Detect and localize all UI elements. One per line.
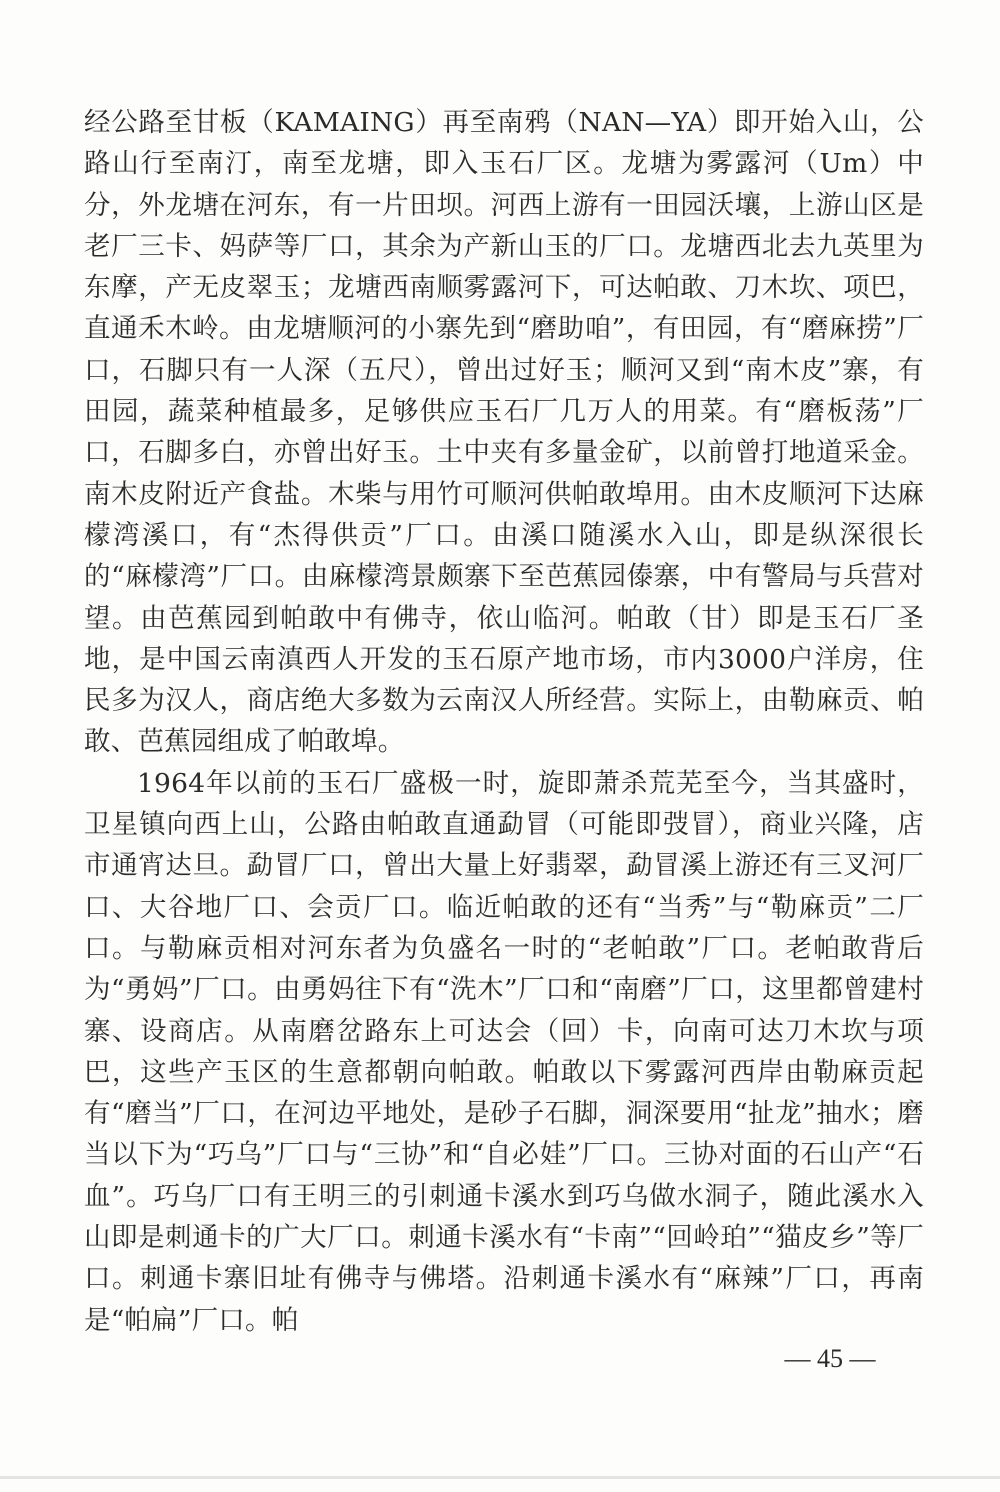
scan-edge-divider bbox=[0, 1476, 1000, 1479]
page-number: — 45 — bbox=[784, 1344, 876, 1373]
body-text bbox=[84, 102, 924, 1341]
paragraph: 1964年以前的玉石厂盛极一时，旋即萧杀荒芜至今，当其盛时，卫星镇向西上山，公路由帕敢直通勐冒（可能即弢冒），商业兴隆，店市通宵达旦。勐冒厂口，曾出大量上好翡翠，勐冒溪上游还有三叉河厂口、大谷地厂口、会贡厂口。临近帕敢的还有“当秀”与“勒麻贡”二厂口。与勒麻贡相对河东者为负盛名一时的“老帕敢”厂口。老帕敢背后为“勇妈”厂口。由勇妈往下有“洗木”厂口和“南磨”厂口，这里都曾建村寨、设商店。从南磨岔路东上可达会（回）卡，向南可达刀木坎与项巴，这些产玉区的生意都朝向帕敢。帕敢以下雾露河西岸由勒麻贡起有“磨当”厂口，在河边平地处，是砂子石脚，洞深要用“扯龙”抽水；磨当以下为“巧乌”厂口与“三协”和“自必娃”厂口。三协对面的石山产“石血”。巧乌厂口有王明三的引刺通卡溪水到巧乌做水洞子，随此溪水入山即是刺通卡的广大厂口。刺通卡溪水有“卡南”“回岭珀”“猫皮乡”等厂口。刺通卡寨旧址有佛寺与佛塔。沿刺通卡溪水有“麻辣”厂口，再南是“帕扁”厂口。帕 bbox=[84, 767, 924, 1336]
paragraph: 经公路至甘板（KAMAING）再至南鸦（NAN—YA）即开始入山，公路山行至南汀，南至龙塘，即入玉石厂区。龙塘为雾露河（Um）中分，外龙塘在河东，有一片田坝。河西上游有一田园沃壤，上游山区是老厂三卡、妈萨等厂口，其余为产新山玉的厂口。龙塘西北去九英里为东摩，产无皮翠玉；龙塘西南顺雾露河下，可达帕敢、刀木坎、项巴，直通禾木岭。由龙塘顺河的小寨先到“磨助咱”，有田园，有“磨麻捞”厂口，石脚只有一人深（五尺），曾出过好玉；顺河又到“南木皮”寨，有田园，蔬菜种植最多，足够供应玉石厂几万人的用菜。有“磨板荡”厂口，石脚多白，亦曾出好玉。土中夹有多量金矿，以前曾打地道采金。南木皮附近产食盐。木柴与用竹可顺河供帕敢埠用。由木皮顺河下达麻檬湾溪口，有“杰得供贡”厂口。由溪口随溪水入山，即是纵深很长的“麻檬湾”厂口。由麻檬湾景颇寨下至芭蕉园傣寨，中有警局与兵营对望。由芭蕉园到帕敢中有佛寺，依山临河。帕敢（甘）即是玉石厂圣地，是中国云南滇西人开发的玉石原产地市场，市内3000户洋房，住民多为汉人，商店绝大多数为云南汉人所经营。实际上，由勒麻贡、帕敢、芭蕉园组成了帕敢埠。 bbox=[84, 107, 924, 758]
